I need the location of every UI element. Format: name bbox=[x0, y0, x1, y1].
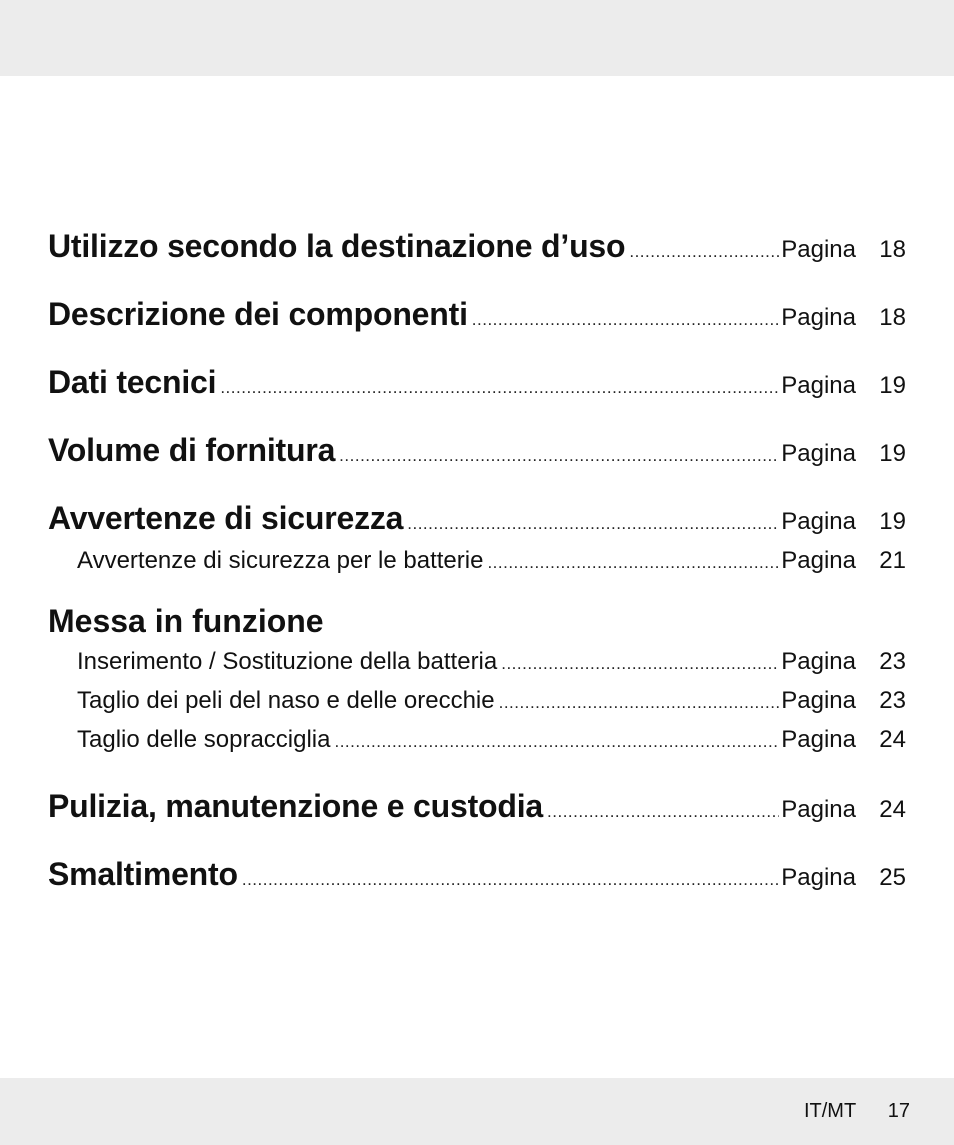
dot-leader bbox=[629, 242, 779, 262]
toc-page-label: Pagina bbox=[781, 864, 856, 891]
toc-page-label: Pagina bbox=[781, 372, 856, 399]
dot-leader bbox=[334, 727, 779, 756]
dot-leader bbox=[487, 548, 779, 577]
toc-entry-title: Avvertenze di sicurezza bbox=[48, 500, 404, 536]
toc-entry[interactable] bbox=[48, 854, 906, 894]
toc-subentry-title: Avvertenze di sicurezza per le batterie bbox=[77, 547, 484, 574]
toc-page-number: 23 bbox=[879, 648, 906, 675]
toc-page-label: Pagina bbox=[781, 508, 856, 535]
page-footer bbox=[804, 1100, 910, 1123]
toc-entry-title: Smaltimento bbox=[48, 856, 238, 892]
toc-subentry[interactable] bbox=[48, 647, 906, 678]
toc-page-number: 25 bbox=[879, 864, 906, 891]
toc-subentry[interactable] bbox=[48, 546, 906, 577]
toc-entry-title: Pulizia, manutenzione e custodia bbox=[48, 788, 544, 824]
toc-page-number: 21 bbox=[879, 547, 906, 574]
dot-leader bbox=[242, 870, 779, 890]
toc-subentry[interactable] bbox=[48, 686, 906, 717]
dot-leader bbox=[472, 310, 779, 330]
toc-page-label: Pagina bbox=[781, 304, 856, 331]
dot-leader bbox=[339, 446, 779, 466]
toc-subentry-title: Taglio delle sopracciglia bbox=[77, 726, 331, 753]
toc-entry-title: Descrizione dei componenti bbox=[48, 296, 468, 332]
toc-page-label: Pagina bbox=[781, 796, 856, 823]
toc-subentry-title: Taglio dei peli del naso e delle orecchie bbox=[77, 687, 495, 714]
table-of-contents bbox=[48, 226, 906, 894]
toc-entry-title: Volume di fornitura bbox=[48, 432, 336, 468]
toc-section-heading[interactable]: Messa in funzione bbox=[48, 603, 324, 639]
toc-page-label: Pagina bbox=[781, 440, 856, 467]
dot-leader bbox=[547, 802, 779, 822]
language-code: IT/MT bbox=[803, 1100, 857, 1122]
top-band bbox=[0, 0, 954, 76]
toc-page-number: 18 bbox=[879, 236, 906, 263]
toc-page-label: Pagina bbox=[781, 687, 856, 714]
toc-page-number: 24 bbox=[879, 726, 906, 753]
toc-page-number: 19 bbox=[879, 508, 906, 535]
toc-page-number: 19 bbox=[879, 372, 906, 399]
page-number: 17 bbox=[887, 1100, 910, 1122]
toc-entry-title: Utilizzo secondo la destinazione d’uso bbox=[48, 228, 626, 264]
toc-page-label: Pagina bbox=[781, 726, 856, 753]
dot-leader bbox=[220, 378, 779, 398]
toc-page-number: 24 bbox=[879, 796, 906, 823]
toc-page-number: 23 bbox=[879, 687, 906, 714]
toc-subentry[interactable] bbox=[48, 725, 906, 756]
toc-entry[interactable] bbox=[48, 498, 906, 538]
toc-entry[interactable] bbox=[48, 362, 906, 402]
toc-page-number: 19 bbox=[879, 440, 906, 467]
toc-page-label: Pagina bbox=[781, 547, 856, 574]
toc-page-label: Pagina bbox=[781, 236, 856, 263]
dot-leader bbox=[499, 688, 780, 717]
toc-page-number: 18 bbox=[879, 304, 906, 331]
toc-entry[interactable] bbox=[48, 226, 906, 266]
toc-entry[interactable] bbox=[48, 294, 906, 334]
toc-subentry-title: Inserimento / Sostituzione della batteria bbox=[77, 648, 498, 675]
toc-entry-title: Dati tecnici bbox=[48, 364, 217, 400]
toc-entry[interactable] bbox=[48, 430, 906, 470]
toc-page-label: Pagina bbox=[781, 648, 856, 675]
dot-leader bbox=[407, 514, 779, 534]
toc-entry[interactable] bbox=[48, 786, 906, 826]
dot-leader bbox=[501, 649, 779, 678]
